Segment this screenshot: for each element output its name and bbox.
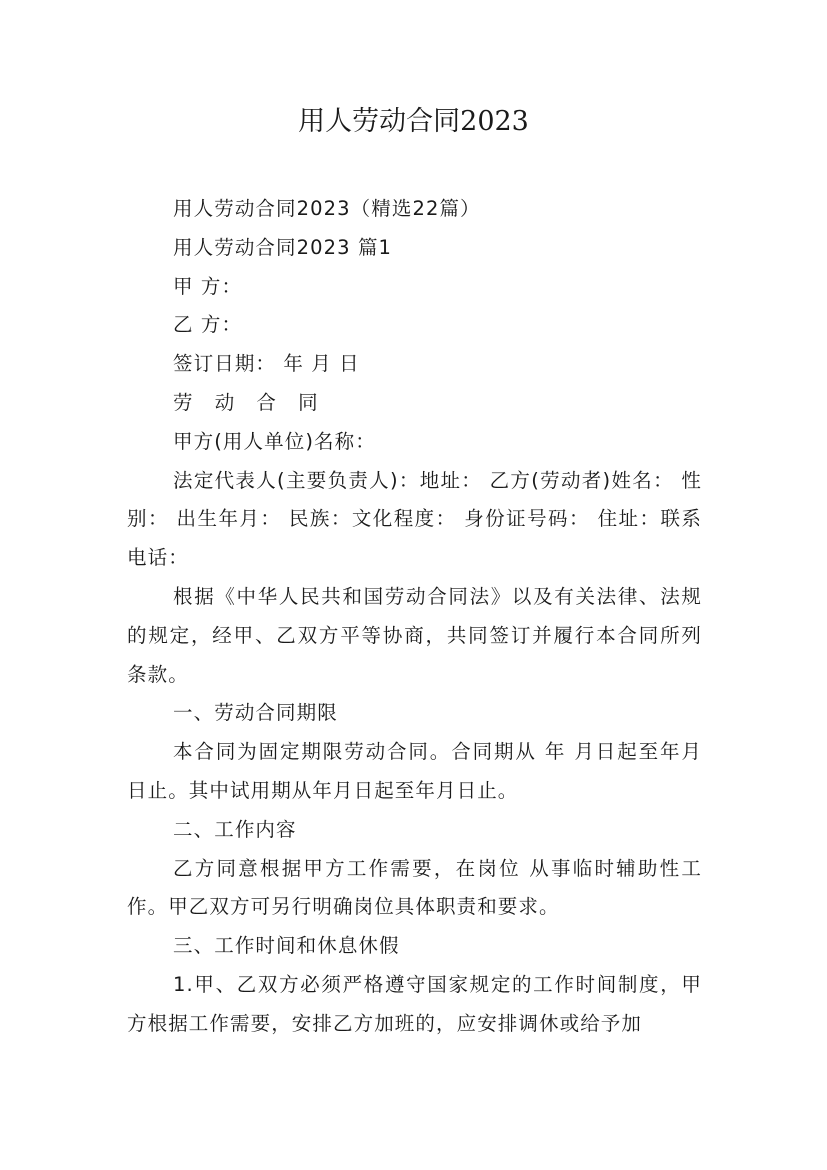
paragraph-party-a: 甲 方： <box>173 274 243 298</box>
paragraph-sign-date: 签订日期： 年 月 日 <box>173 352 360 376</box>
paragraph-clause-1-heading: 一、劳动合同期限 <box>173 701 338 725</box>
paragraph-clause-1-body: 本合同为固定期限劳动合同。合同期从 年 月日起至年月日止。其中试用期从年月日起至年月日止。 <box>127 740 702 802</box>
paragraph-employer-name: 甲方(用人单位)名称： <box>173 429 376 453</box>
paragraph-subtitle: 用人劳动合同2023（精选22篇） <box>173 197 481 220</box>
paragraph-legal-basis: 根据《中华人民共和国劳动合同法》以及有关法律、法规的规定，经甲、乙双方平等协商，共同签订并履行本合同所列条款。 <box>127 584 702 686</box>
paragraph-party-b: 乙 方： <box>173 313 243 337</box>
document-title: 用人劳动合同2023 <box>298 106 529 137</box>
paragraph-contract-heading: 劳 动 合 同 <box>173 390 326 414</box>
paragraph-party-details: 法定代表人(主要负责人)：地址： 乙方(劳动者)姓名： 性别： 出生年月： 民族：文化程度： 身份证号码： 住址：联系电话： <box>127 468 702 570</box>
paragraph-clause-3-item-1: 1.甲、乙双方必须严格遵守国家规定的工作时间制度，甲方根据工作需要，安排乙方加班的，应安排调休或给予加 <box>127 972 702 1035</box>
paragraph-clause-2-heading: 二、工作内容 <box>173 817 297 841</box>
paragraph-section-heading: 用人劳动合同2023 篇1 <box>173 235 393 259</box>
paragraph-clause-2-body: 乙方同意根据甲方工作需要，在岗位 从事临时辅助性工作。甲乙双方可另行明确岗位具体职责和要求。 <box>127 856 702 919</box>
document-body <box>127 190 702 1044</box>
paragraph-clause-3-heading: 三、工作时间和休息休假 <box>173 934 400 958</box>
